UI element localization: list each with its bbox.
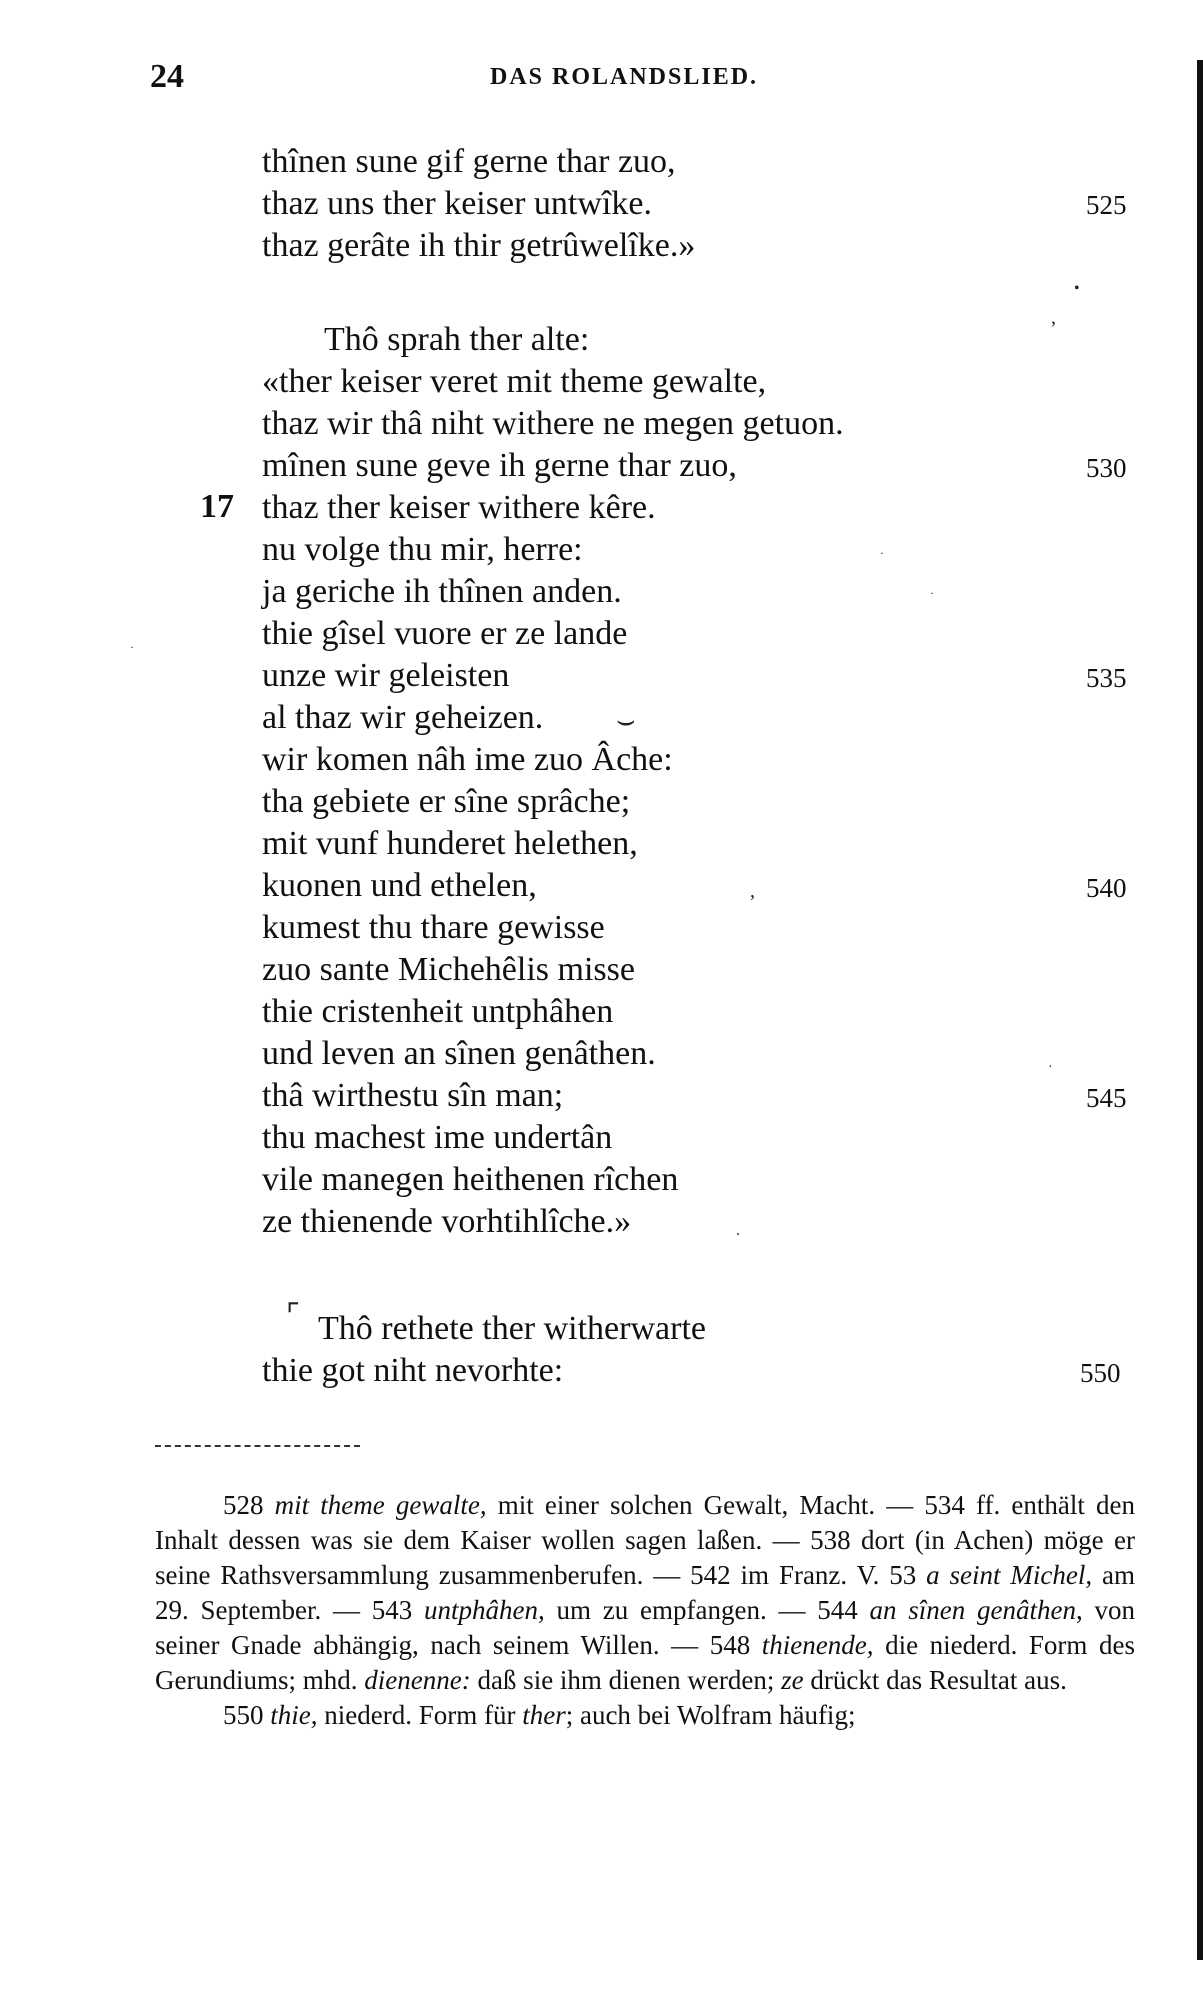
verse-line: unze wir geleisten [262, 657, 510, 694]
verse-line: thie cristenheit untphâhen [262, 993, 614, 1030]
verse-line: wir komen nâh ime zuo Âche: [262, 741, 673, 778]
speck-mark: · [930, 586, 934, 600]
verse-line: mînen sune geve ih gerne thar zuo, [262, 447, 737, 484]
speck-mark: . [736, 1222, 740, 1239]
verse-line: thaz gerâte ih thir getrûwelîke.» [262, 227, 696, 264]
verse-line: kumest thu thare gewisse [262, 909, 605, 946]
footnote-rule [155, 1445, 360, 1447]
line-number: 530 [1086, 453, 1127, 483]
verse-line: ze thienende vorhtihlîche.» [262, 1203, 632, 1240]
footnote-paragraph: 550 thie, niederd. Form für ther; auch bei Wolfram häufig; [223, 1700, 856, 1730]
verse-line: thie gîsel vuore er ze lande [262, 615, 628, 652]
pencil-caret-mark: ⌣ [616, 704, 636, 737]
verse-line: thaz wir thâ niht withere ne megen getuon. [262, 405, 844, 442]
pencil-bracket-mark: ⌜ [286, 1299, 301, 1332]
verse-line: Thô rethete ther witherwarte [318, 1310, 706, 1347]
verse-line: thie got niht nevorhte: [262, 1352, 564, 1389]
scan-edge [1197, 60, 1203, 1960]
verse-line: al thaz wir geheizen. [262, 699, 544, 736]
footnotes [155, 1488, 1135, 1733]
verse-line: thaz ther keiser withere kêre. [262, 489, 656, 526]
verse-line: kuonen und ethelen, [262, 867, 537, 904]
verse-line: «ther keiser veret mit theme gewalte, [262, 363, 767, 400]
line-number: 525 [1086, 190, 1127, 220]
verse-line: thâ wirthestu sîn man; [262, 1077, 564, 1114]
page-number: 24 [150, 58, 184, 95]
page-header [150, 58, 1130, 108]
verse-line: vile manegen heithenen rîchen [262, 1161, 679, 1198]
verse-line: und leven an sînen genâthen. [262, 1035, 656, 1072]
line-number: 535 [1086, 663, 1127, 693]
speck-mark: · [880, 546, 884, 560]
verse-line: tha gebiete er sîne sprâche; [262, 783, 631, 820]
speck-mark: · [1048, 1060, 1053, 1075]
verse-line: zuo sante Michehêlis misse [262, 951, 635, 988]
line-number: 540 [1086, 873, 1127, 903]
speck-mark: · [130, 640, 134, 654]
verse-line: mit vunf hunderet helethen, [262, 825, 638, 862]
verse-line: thînen sune gif gerne thar zuo, [262, 143, 676, 180]
running-title: DAS ROLANDSLIED. [490, 64, 759, 90]
speck-mark: • [1074, 280, 1080, 297]
verse-line: ja geriche ih thînen anden. [262, 573, 622, 610]
verse-line: thaz uns ther keiser untwîke. [262, 185, 652, 222]
strophe-number: 17 [200, 488, 234, 525]
pencil-tick-mark: , [750, 880, 755, 902]
verse-line: Thô sprah ther alte: [324, 321, 590, 358]
line-number: 550 [1080, 1358, 1121, 1388]
verse-line: thu machest ime undertân [262, 1119, 613, 1156]
verse-line: nu volge thu mir, herre: [262, 531, 583, 568]
pencil-tick-mark: ʼ [1050, 318, 1057, 340]
line-number: 545 [1086, 1083, 1127, 1113]
footnote-paragraph: 528 mit theme gewalte, mit einer solchen Gewalt, Macht. — 534 ff. enthält den Inhalt dessen was sie dem Kaiser wollen sagen laßen. — 538 dort (in Achen) möge er seine Rathsversammlung zusammenberufen. — 542 im Franz. V. 53 a seint Michel, am 29. September. — 543 untphâhen, um zu empfangen. — 544 an sînen genâthen, von seiner Gnade abhängig, nach seinem Willen. — 548 thienende, die niederd. Form des Gerundiums; mhd. dienenne: daß sie ihm dienen werden; ze drückt das Resultat aus. [155, 1490, 1136, 1695]
